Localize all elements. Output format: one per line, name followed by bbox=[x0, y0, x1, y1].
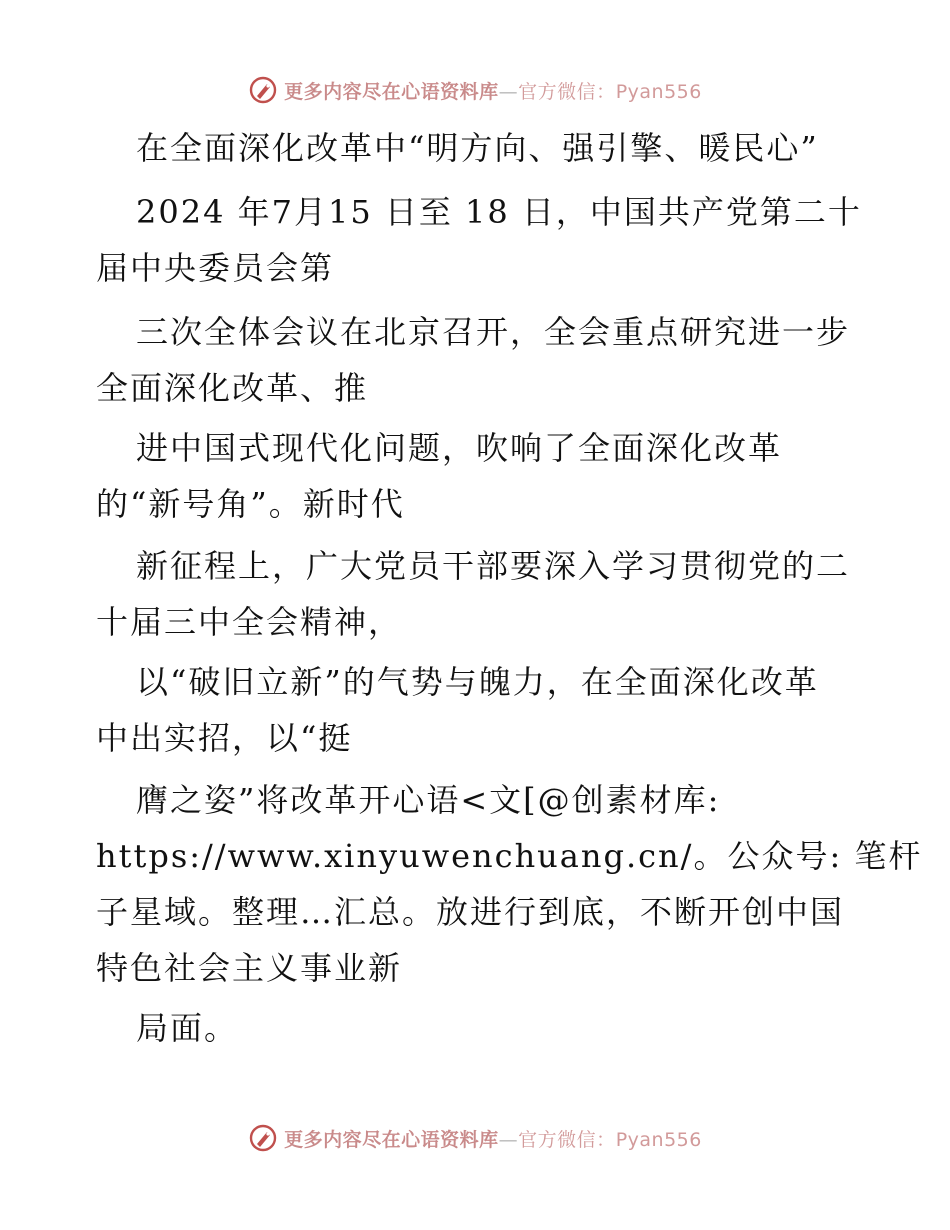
pen-nib-logo-icon bbox=[248, 1123, 278, 1153]
text-line: 局面。 bbox=[136, 1009, 239, 1047]
text-line: 的“新号角”。新时代 bbox=[96, 485, 405, 523]
footer-banner bbox=[0, 1118, 950, 1158]
header-banner-wechat-label: 官方微信： bbox=[518, 80, 616, 103]
text-line: https://www.xinyuwenchuang.cn/。公众号: 笔杆 bbox=[96, 837, 923, 875]
text-line: 特色社会主义事业新 bbox=[96, 949, 403, 987]
footer-banner-wechat-id: Pyan556 bbox=[615, 1128, 702, 1151]
text-line: 进中国式现代化问题，吹响了全面深化改革 bbox=[136, 429, 783, 467]
text-line: 在全面深化改革中“明方向、强引擎、暖民心” bbox=[136, 129, 819, 167]
text-line: 中出实招，以“挺 bbox=[96, 719, 353, 757]
text-line: 十届三中全会精神， bbox=[96, 603, 403, 641]
header-banner-text bbox=[284, 77, 702, 104]
text-line: 新征程上，广大党员干部要深入学习贯彻党的二 bbox=[136, 547, 851, 585]
text-line: 三次全体会议在北京召开，全会重点研究进一步 bbox=[136, 313, 851, 351]
footer-banner-wechat-label: 官方微信： bbox=[518, 1128, 616, 1151]
header-banner bbox=[0, 70, 950, 110]
header-banner-separator: — bbox=[498, 80, 519, 103]
pen-nib-logo-icon bbox=[248, 75, 278, 105]
header-banner-title: 更多内容尽在心语资料库 bbox=[284, 80, 499, 103]
text-line: 届中央委员会第 bbox=[96, 249, 335, 287]
footer-banner-separator: — bbox=[498, 1128, 519, 1151]
footer-banner-title: 更多内容尽在心语资料库 bbox=[284, 1128, 499, 1151]
text-line: 膺之姿”将改革开心语<文[@创素材库: bbox=[136, 781, 721, 819]
text-line: 2024 年7月15 日至 18 日，中国共产党第二十 bbox=[136, 193, 862, 231]
text-line: 以“破旧立新”的气势与魄力，在全面深化改革 bbox=[136, 663, 819, 701]
header-banner-wechat-id: Pyan556 bbox=[615, 80, 702, 103]
footer-banner-text bbox=[284, 1125, 702, 1152]
text-line: 子星域。整理…汇总。放进行到底，不断开创中国 bbox=[96, 893, 845, 931]
text-line: 全面深化改革、推 bbox=[96, 369, 369, 407]
